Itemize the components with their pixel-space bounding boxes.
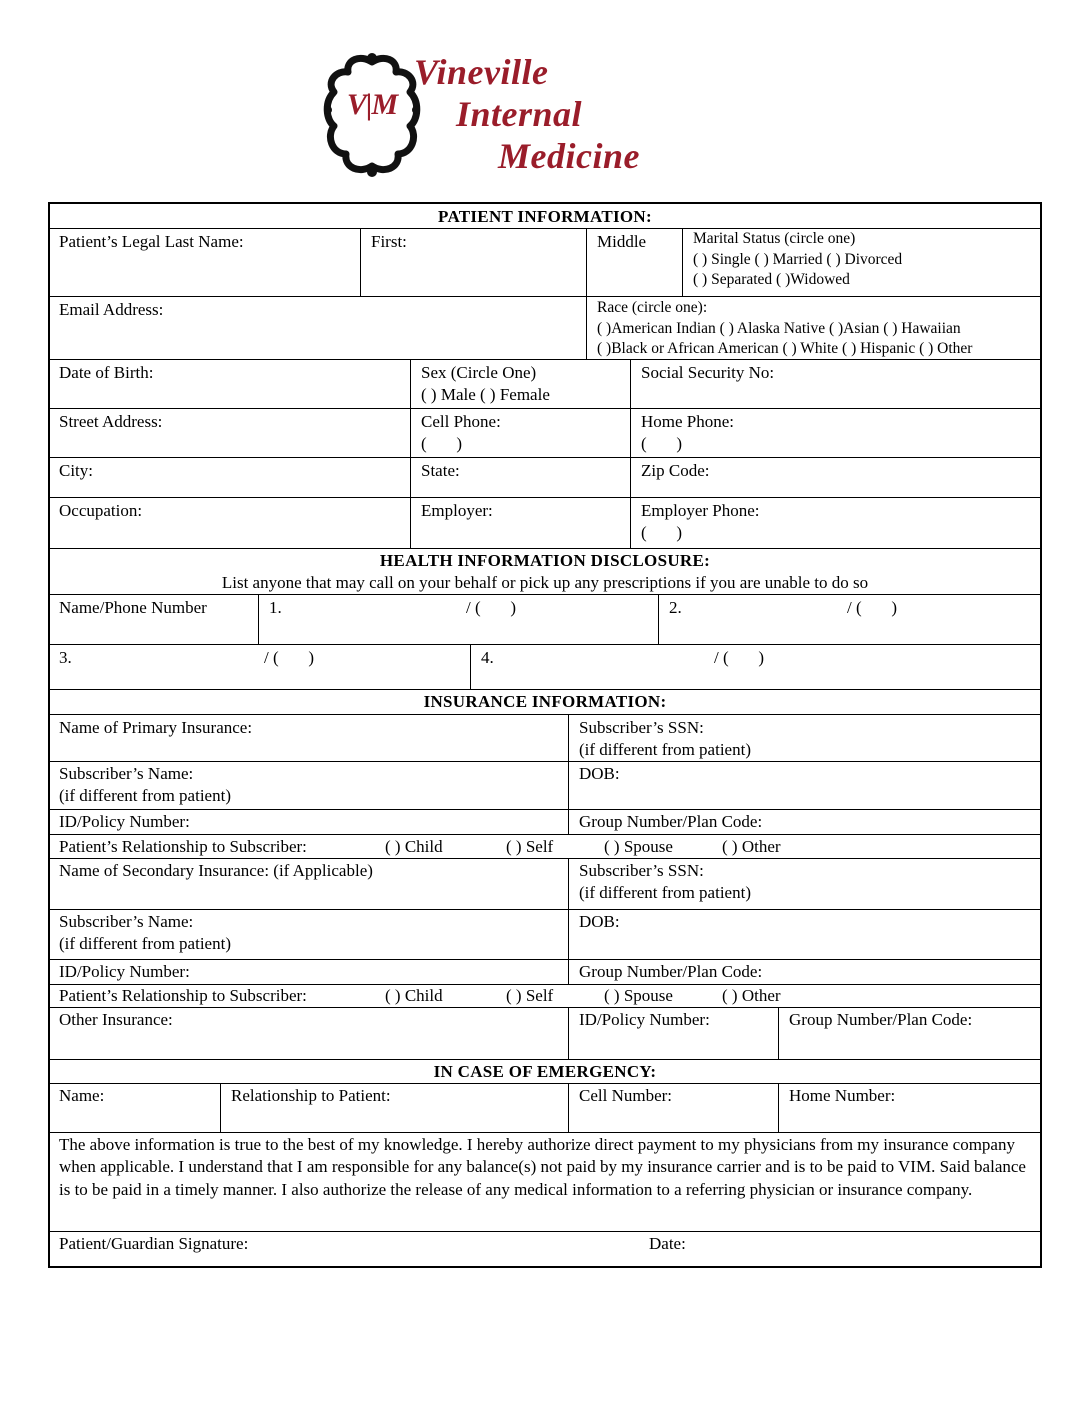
primary-relationship-row — [50, 836, 1040, 858]
primary-group-number-label: Group Number/Plan Code: — [579, 812, 763, 831]
other-insurance-label: Other Insurance: — [59, 1010, 173, 1029]
home-phone-label: Home Phone: — [641, 412, 735, 431]
primary-relationship-spouse-option[interactable]: ( ) Spouse — [604, 837, 673, 856]
social-security-field[interactable] — [632, 362, 1040, 408]
email-label: Email Address: — [59, 300, 164, 319]
street-address-label: Street Address: — [59, 412, 163, 431]
secondary-subscriber-name-label: Subscriber’s Name: — [59, 912, 194, 931]
patient-registration-form — [48, 202, 1042, 1268]
middle-name-label: Middle — [597, 232, 647, 251]
secondary-relationship-spouse-option[interactable]: ( ) Spouse — [604, 986, 673, 1005]
primary-policy-number-label: ID/Policy Number: — [59, 812, 190, 831]
date-of-birth-label: Date of Birth: — [59, 363, 154, 382]
street-address-field[interactable] — [50, 411, 410, 457]
secondary-relationship-row — [50, 985, 1040, 1007]
disclosure-header: HEALTH INFORMATION DISCLOSURE: — [379, 551, 711, 570]
primary-group-number-field[interactable] — [570, 811, 1040, 835]
secondary-group-number-field[interactable] — [570, 961, 1040, 985]
cell-phone-area-code: ( ) — [421, 434, 463, 453]
last-name-label: Patient’s Legal Last Name: — [59, 232, 244, 251]
secondary-subscriber-ssn-note: (if different from patient) — [579, 883, 751, 902]
occupation-field[interactable] — [50, 500, 410, 548]
zip-code-field[interactable] — [632, 460, 1040, 498]
other-group-number-field[interactable] — [780, 1009, 1040, 1059]
employer-phone-label: Employer Phone: — [641, 501, 760, 520]
secondary-subscriber-ssn-label: Subscriber’s SSN: — [579, 861, 704, 880]
primary-subscriber-name-label: Subscriber’s Name: — [59, 764, 194, 783]
emergency-header: IN CASE OF EMERGENCY: — [433, 1062, 657, 1081]
emergency-relationship-label: Relationship to Patient: — [231, 1086, 391, 1105]
disclosure-subheader: List anyone that may call on your behalf or pick up any prescriptions if you are unable to do so — [221, 573, 869, 592]
contact-2-phone-slot: / ( ) — [847, 598, 898, 617]
other-policy-number-label: ID/Policy Number: — [579, 1010, 710, 1029]
secondary-policy-number-field[interactable] — [50, 961, 568, 985]
employer-phone-area-code: ( ) — [641, 523, 683, 542]
secondary-subscriber-dob-field[interactable] — [570, 911, 1040, 959]
emergency-cell-number-field[interactable] — [570, 1085, 778, 1131]
race-field[interactable] — [588, 298, 1040, 358]
primary-relationship-self-option[interactable]: ( ) Self — [506, 837, 554, 856]
marital-status-options-2: ( ) Separated ( )Widowed — [693, 271, 850, 288]
race-options-2: ( )Black or African American ( ) White ( ) Hispanic ( ) Other — [597, 340, 973, 357]
contact-4-number: 4. — [481, 648, 494, 667]
state-field[interactable] — [412, 460, 630, 498]
emergency-home-number-label: Home Number: — [789, 1086, 896, 1105]
other-group-number-label: Group Number/Plan Code: — [789, 1010, 973, 1029]
secondary-subscriber-name-field[interactable] — [50, 911, 568, 959]
employer-phone-field[interactable] — [632, 500, 1040, 548]
employer-label: Employer: — [421, 501, 493, 520]
primary-insurance-name-label: Name of Primary Insurance: — [59, 718, 253, 737]
home-phone-area-code: ( ) — [641, 434, 683, 453]
secondary-relationship-other-option[interactable]: ( ) Other — [722, 986, 781, 1005]
logo-monogram: V|M — [346, 88, 398, 121]
logo-line-internal: Internal — [456, 94, 583, 134]
date-field[interactable] — [640, 1233, 1040, 1263]
emergency-cell-number-label: Cell Number: — [579, 1086, 673, 1105]
patient-information-header: PATIENT INFORMATION: — [438, 207, 652, 226]
first-name-field[interactable] — [362, 231, 586, 297]
contact-4-phone-slot: / ( ) — [714, 648, 765, 667]
first-name-label: First: — [371, 232, 407, 251]
secondary-policy-number-label: ID/Policy Number: — [59, 962, 190, 981]
logo-line-vineville: Vineville — [414, 52, 549, 92]
contact-3-field[interactable] — [50, 647, 470, 689]
contact-3-phone-slot: / ( ) — [264, 648, 315, 667]
last-name-field[interactable] — [50, 231, 360, 297]
primary-insurance-name-field[interactable] — [50, 717, 568, 761]
race-label: Race (circle one): — [597, 299, 708, 316]
signature-label: Patient/Guardian Signature: — [59, 1234, 249, 1253]
secondary-subscriber-ssn-field[interactable] — [570, 860, 1040, 908]
primary-subscriber-dob-label: DOB: — [579, 764, 620, 783]
primary-subscriber-name-field[interactable] — [50, 763, 568, 809]
clinic-logo — [322, 50, 662, 180]
primary-relationship-other-option[interactable]: ( ) Other — [722, 837, 781, 856]
date-of-birth-field[interactable] — [50, 362, 410, 408]
contact-1-number: 1. — [269, 598, 282, 617]
primary-policy-number-field[interactable] — [50, 811, 568, 835]
other-insurance-field[interactable] — [50, 1009, 568, 1059]
name-phone-label-cell — [50, 597, 258, 643]
city-label: City: — [59, 461, 94, 480]
contact-1-field[interactable] — [260, 597, 658, 643]
middle-name-field[interactable] — [588, 231, 682, 297]
state-label: State: — [421, 461, 460, 480]
city-field[interactable] — [50, 460, 410, 498]
primary-subscriber-ssn-field[interactable] — [570, 717, 1040, 761]
secondary-relationship-label: Patient’s Relationship to Subscriber: — [59, 986, 307, 1005]
cell-phone-label: Cell Phone: — [421, 412, 501, 431]
secondary-subscriber-dob-label: DOB: — [579, 912, 620, 931]
contact-4-field[interactable] — [472, 647, 1040, 689]
home-phone-field[interactable] — [632, 411, 1040, 457]
other-policy-number-field[interactable] — [570, 1009, 778, 1059]
social-security-label: Social Security No: — [641, 363, 775, 382]
authorization-statement: The above information is true to the best of my knowledge. I hereby authorize direct payment to my physicians from my insurance company when applicable. I understand that I am responsible for any balance(s) not paid by my insurance carrier and is to be paid to VIM. Said balance is to be paid in a timely manner. I also authorize the release of any medical information to a referring physician or insurance company. — [59, 1135, 1026, 1199]
contact-2-field[interactable] — [660, 597, 1040, 643]
secondary-relationship-child-option[interactable]: ( ) Child — [385, 986, 443, 1005]
insurance-header: INSURANCE INFORMATION: — [423, 692, 667, 711]
secondary-group-number-label: Group Number/Plan Code: — [579, 962, 763, 981]
secondary-subscriber-name-note: (if different from patient) — [59, 934, 231, 953]
cell-phone-field[interactable] — [412, 411, 630, 457]
occupation-label: Occupation: — [59, 501, 143, 520]
emergency-name-field[interactable] — [50, 1085, 220, 1131]
signature-field[interactable] — [50, 1233, 640, 1263]
employer-field[interactable] — [412, 500, 630, 548]
date-label: Date: — [649, 1234, 686, 1253]
primary-subscriber-name-note: (if different from patient) — [59, 786, 231, 805]
primary-subscriber-ssn-note: (if different from patient) — [579, 740, 751, 759]
emergency-relationship-field[interactable] — [222, 1085, 568, 1131]
race-options-1: ( )American Indian ( ) Alaska Native ( )Asian ( ) Hawaiian — [597, 319, 961, 337]
marital-status-field[interactable] — [684, 229, 1040, 295]
sex-field[interactable] — [412, 362, 630, 408]
marital-status-options-1: ( ) Single ( ) Married ( ) Divorced — [693, 250, 903, 268]
email-field[interactable] — [50, 299, 586, 359]
contact-3-number: 3. — [59, 648, 72, 667]
emergency-home-number-field[interactable] — [780, 1085, 1040, 1131]
marital-status-label: Marital Status (circle one) — [693, 230, 856, 247]
sex-options: ( ) Male ( ) Female — [421, 385, 550, 404]
zip-code-label: Zip Code: — [641, 461, 710, 480]
contact-2-number: 2. — [669, 598, 682, 617]
primary-subscriber-ssn-label: Subscriber’s SSN: — [579, 718, 704, 737]
secondary-insurance-name-field[interactable] — [50, 860, 568, 908]
emergency-name-label: Name: — [59, 1086, 105, 1105]
secondary-insurance-name-label: Name of Secondary Insurance: (if Applicable) — [59, 861, 373, 880]
name-phone-label: Name/Phone Number — [59, 598, 207, 617]
contact-1-phone-slot: / ( ) — [466, 598, 517, 617]
primary-relationship-child-option[interactable]: ( ) Child — [385, 837, 443, 856]
sex-label: Sex (Circle One) — [421, 363, 537, 382]
secondary-relationship-self-option[interactable]: ( ) Self — [506, 986, 554, 1005]
primary-relationship-label: Patient’s Relationship to Subscriber: — [59, 837, 307, 856]
logo-line-medicine: Medicine — [498, 136, 640, 176]
primary-subscriber-dob-field[interactable] — [570, 763, 1040, 809]
